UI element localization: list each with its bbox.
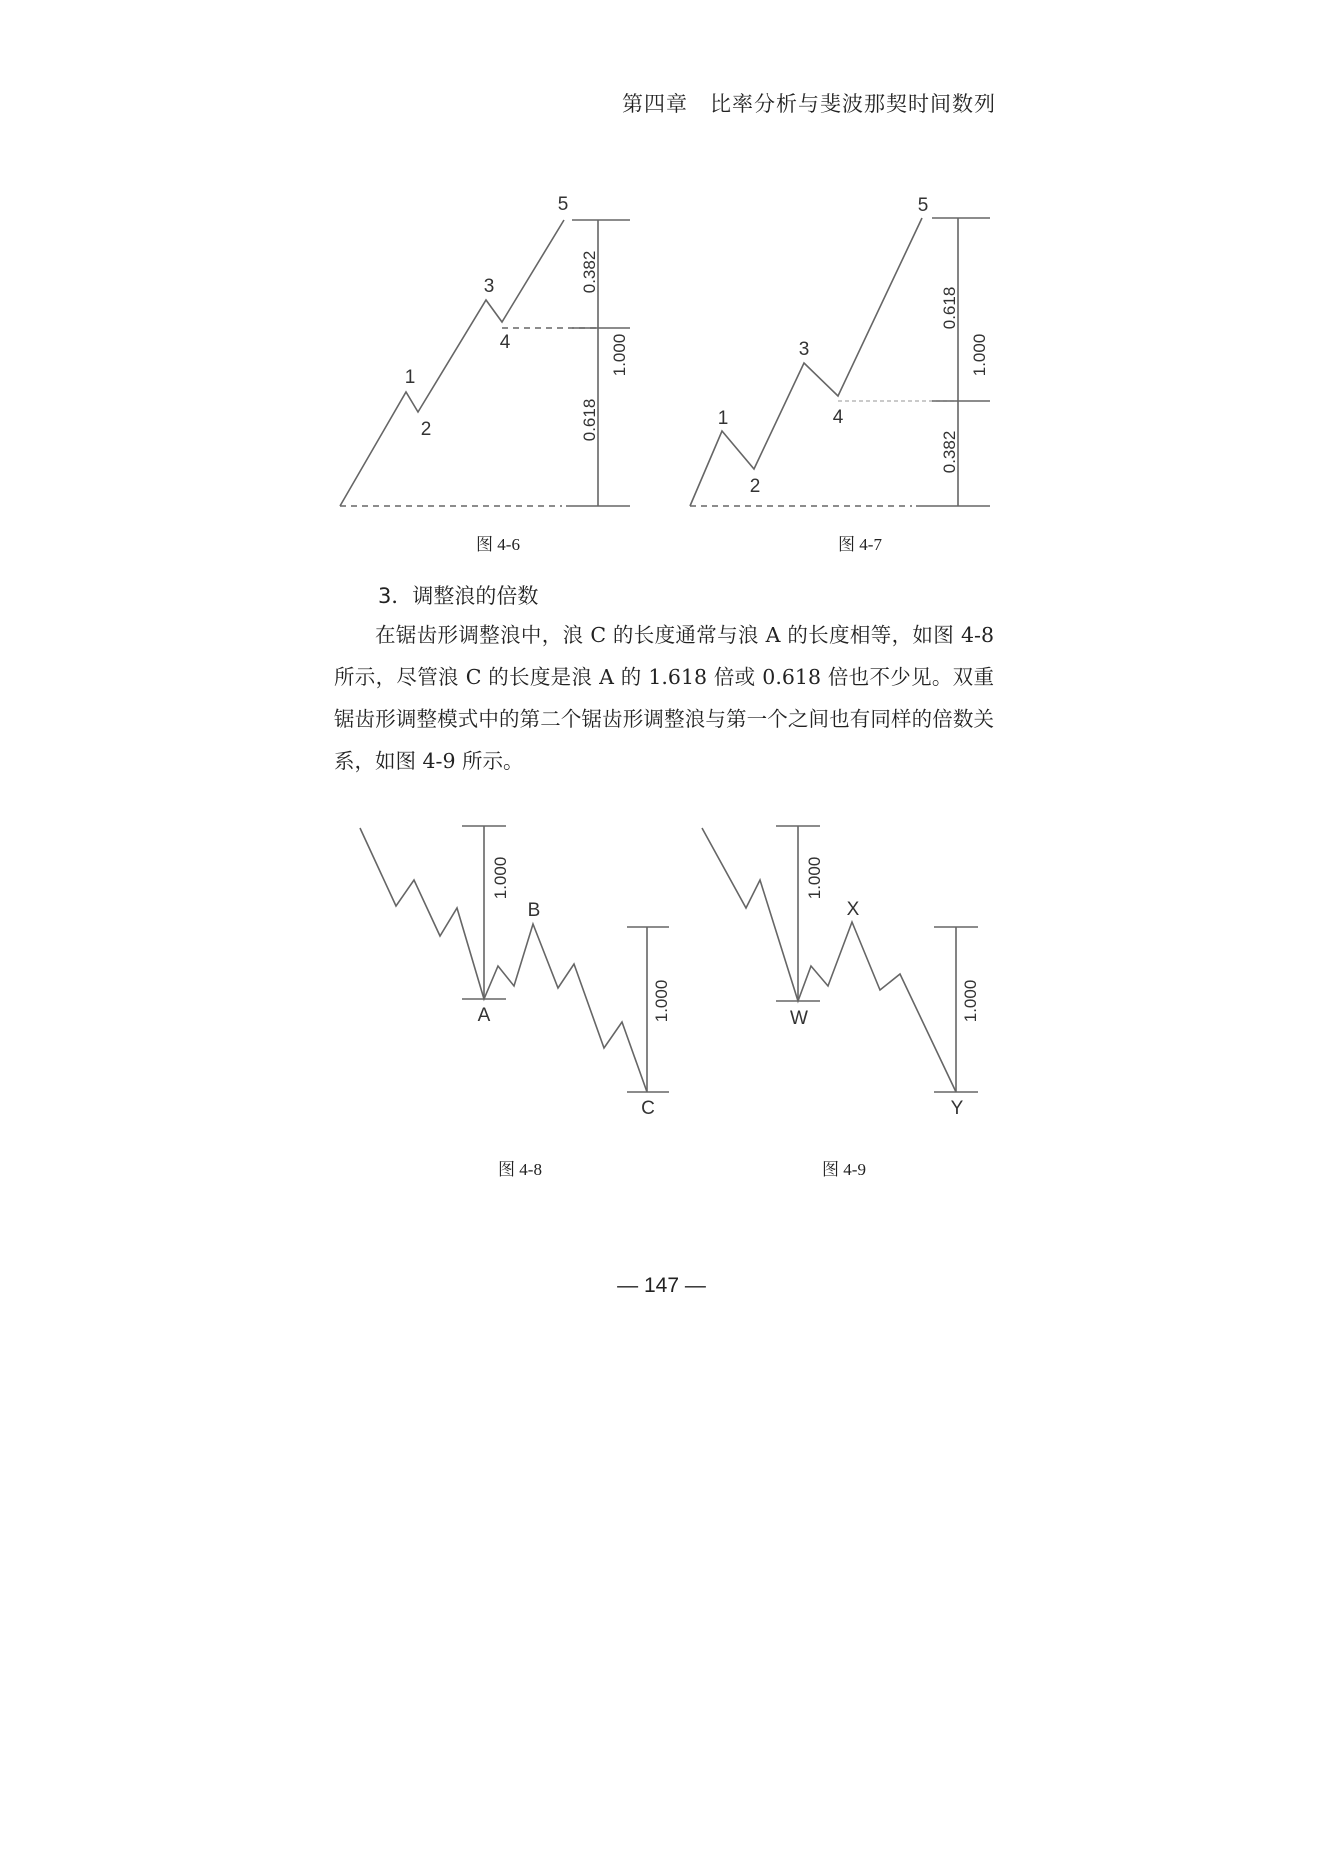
ratio-label-0382: 0.382 [580, 250, 599, 294]
wave-label-3: 3 [798, 339, 810, 360]
section-heading: 3．调整浪的倍数 [378, 584, 539, 608]
figure-4-7 [680, 180, 1000, 520]
figure-caption-4-9: 图 4-9 [822, 1160, 866, 1179]
wave-line [702, 828, 956, 1092]
wave-label-y: Y [950, 1098, 964, 1119]
figure-4-9 [680, 808, 1020, 1128]
figure-caption-4-7: 图 4-7 [838, 535, 882, 554]
ratio-label-1000-y: 1.000 [961, 979, 980, 1023]
wave-line [340, 220, 564, 506]
ratio-label-0382: 0.382 [940, 430, 959, 474]
wave-line [690, 218, 922, 506]
wave-label-a: A [477, 1005, 491, 1026]
figure-4-8 [330, 808, 690, 1128]
wave-label-1: 1 [404, 367, 416, 388]
wave-label-4: 4 [499, 332, 511, 353]
page-number: — 147 — [617, 1274, 706, 1297]
figure-caption-4-8: 图 4-8 [498, 1160, 542, 1179]
figure-4-6 [330, 180, 650, 520]
wave-label-5: 5 [917, 195, 929, 216]
ratio-label-1000: 1.000 [610, 333, 629, 377]
wave-label-x: X [846, 899, 860, 920]
wave-label-w: W [790, 1008, 808, 1029]
running-head: 第四章 比率分析与斐波那契时间数列 [622, 92, 996, 116]
wave-label-2: 2 [420, 419, 432, 440]
body-paragraph: 在锯齿形调整浪中，浪 C 的长度通常与浪 A 的长度相等，如图 4-8 所示，尽管浪 C 的长度是浪 A 的 1.618 倍或 0.618 倍也不少见。双重锯齿形调整模式中的第二个锯齿形调整浪与第一个之间也有同样的倍数关系，如图 4-9 所示。 [334, 623, 994, 773]
wave-label-3: 3 [483, 276, 495, 297]
wave-label-1: 1 [717, 408, 729, 429]
wave-label-2: 2 [749, 476, 761, 497]
ratio-label-1000-c: 1.000 [652, 979, 671, 1023]
ratio-label-1000: 1.000 [970, 333, 989, 377]
figure-caption-4-6: 图 4-6 [476, 535, 520, 554]
wave-label-b: B [527, 900, 541, 921]
ratio-label-1000-w: 1.000 [805, 856, 824, 900]
ratio-label-0618: 0.618 [940, 286, 959, 330]
wave-label-c: C [641, 1098, 655, 1119]
wave-label-5: 5 [557, 194, 569, 215]
ratio-label-0618: 0.618 [580, 398, 599, 442]
wave-label-4: 4 [832, 407, 844, 428]
ratio-label-1000-a: 1.000 [491, 856, 510, 900]
